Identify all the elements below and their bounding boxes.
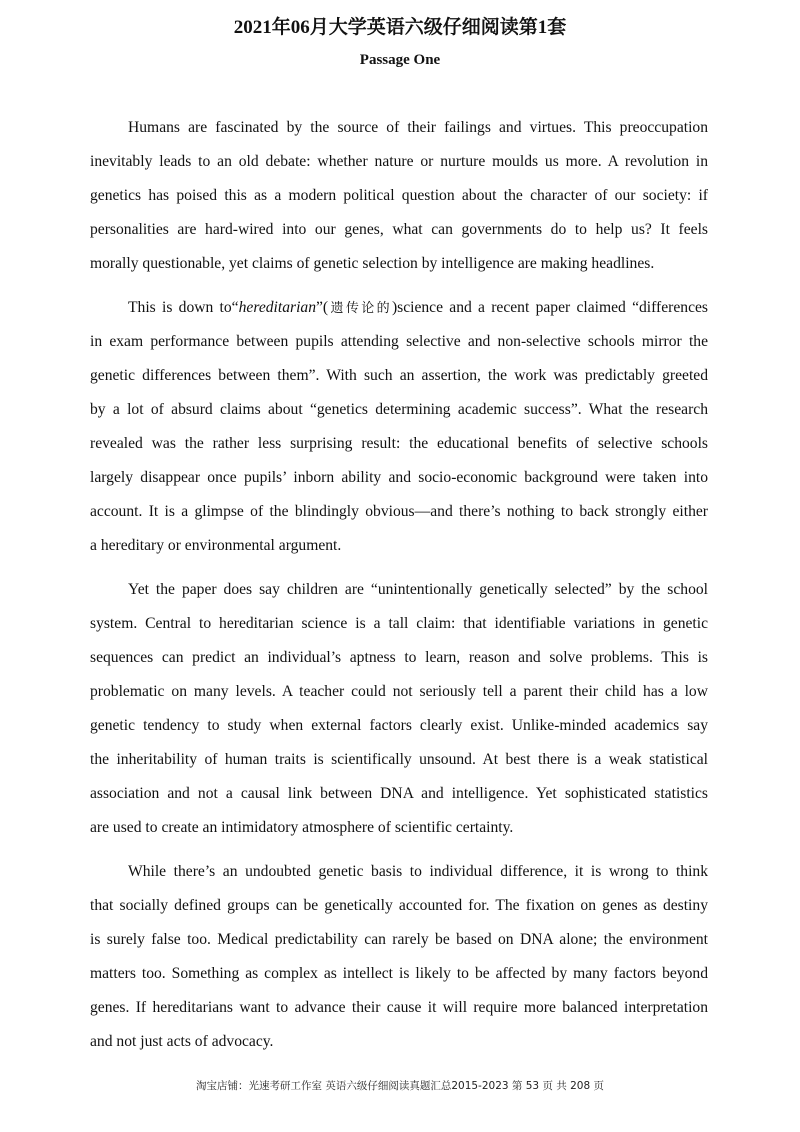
paragraph (90, 296, 708, 568)
text-line: the inheritability of human traits is scientifically unsound. At best there is a weak statistical (90, 751, 708, 768)
text-line: genetic tendency to study when external factors clearly exist. Unlike-minded academics say (90, 717, 708, 734)
text-line: by a lot of absurd claims about “genetics determining academic success”. What the research (90, 401, 708, 418)
text-line: and not just acts of advocacy. (90, 1033, 274, 1050)
page-footer: 淘宝店铺：光速考研工作室 英语六级仔细阅读真题汇总2015-2023 第 53 页 共 208 页 (196, 1080, 604, 1092)
text-line: largely disappear once pupils’ inborn ability and socio-economic background were taken into (90, 469, 708, 486)
text-line: that socially defined groups can be genetically accounted for. The fixation on genes as destiny (90, 897, 708, 914)
text-line: Yet the paper does say children are “unintentionally genetically selected” by the school (128, 581, 708, 598)
text-line: genetics has poised this as a modern political question about the character of our society: if (90, 187, 708, 204)
text-line: system. Central to hereditarian science is a tall claim: that identifiable variations in genetic (90, 615, 708, 632)
text-line: revealed was the rather less surprising result: the educational benefits of selective schools (90, 435, 708, 452)
text-line: sequences can predict an individual’s aptness to learn, reason and solve problems. This is (90, 649, 708, 666)
text-line (90, 296, 708, 330)
text-line: inevitably leads to an old debate: whether nature or nurture moulds us more. A revolution in (90, 153, 708, 170)
text-line: genetic differences between them”. With such an assertion, the work was predictably greeted (90, 367, 708, 384)
text-line: morally questionable, yet claims of genetic selection by intelligence are making headlines. (90, 255, 655, 272)
text-line: are used to create an intimidatory atmosphere of scientific certainty. (90, 819, 514, 836)
italic-term: hereditarian (238, 299, 316, 316)
text-line: account. It is a glimpse of the blindingly obvious—and there’s nothing to back strongly either (90, 503, 708, 520)
text-line: matters too. Something as complex as intellect is likely to be affected by many factors beyond (90, 965, 708, 982)
text-line: a hereditary or environmental argument. (90, 537, 342, 554)
paragraph (90, 860, 708, 1064)
text-line: problematic on many levels. A teacher could not seriously tell a parent their child has a low (90, 683, 708, 700)
text-segment: ”( (316, 299, 329, 316)
text-segment: )science and a recent paper claimed “differences (391, 299, 708, 316)
page-title: 2021年06月大学英语六级仔细阅读第1套 (233, 17, 567, 38)
text-line: in exam performance between pupils attending selective and non-selective schools mirror the (90, 333, 708, 350)
passage-heading: Passage One (359, 52, 441, 68)
text-line: Humans are fascinated by the source of their failings and virtues. This preoccupation (128, 119, 708, 136)
text-line: association and not a causal link between DNA and intelligence. Yet sophisticated statistics (90, 785, 708, 802)
text-line: is surely false too. Medical predictability can rarely be based on DNA alone; the environment (90, 931, 708, 948)
chinese-gloss: 遗传论的 (328, 301, 392, 316)
text-line: While there’s an undoubted genetic basis to individual difference, it is wrong to think (128, 863, 708, 880)
text-line: genes. If hereditarians want to advance their cause it will require more balanced interpretation (90, 999, 708, 1016)
text-line: personalities are hard-wired into our genes, what can governments do to help us? It feels (90, 221, 708, 238)
text-segment: This is down to“ (128, 299, 239, 316)
paragraph (90, 116, 708, 286)
paragraph (90, 578, 708, 850)
passage-body (90, 116, 708, 1074)
